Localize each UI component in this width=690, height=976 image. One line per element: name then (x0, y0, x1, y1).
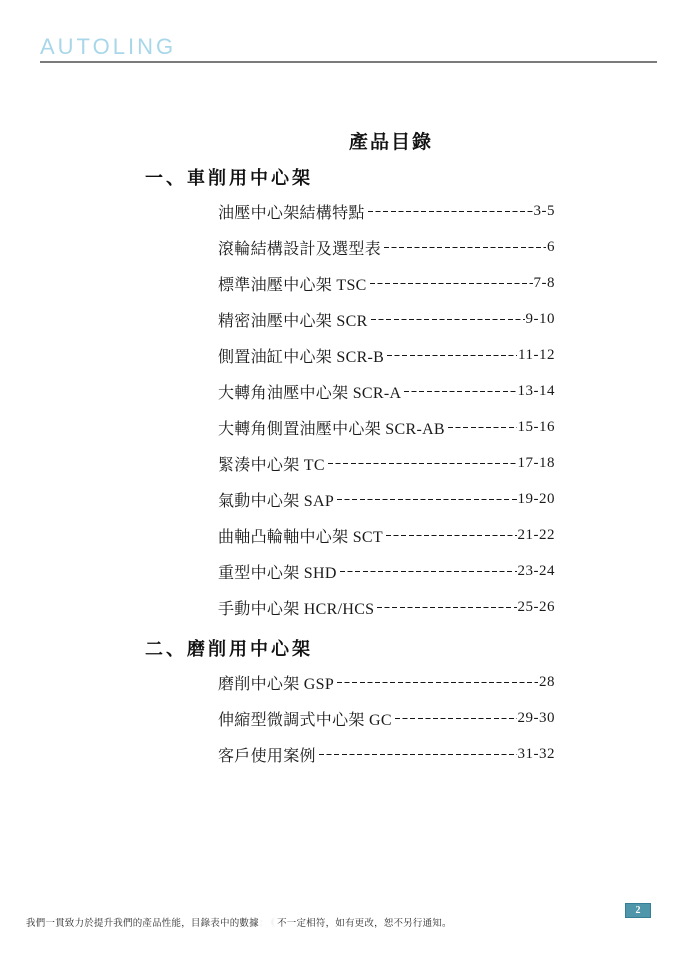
leader-dashes (337, 682, 538, 684)
toc-row (218, 265, 555, 301)
toc-item-pages: 6 (547, 238, 555, 255)
footer-disclaimer-start: 我們一貫致力於提升我們的產品性能，目錄表中的數據 (26, 919, 259, 929)
leader-dashes (328, 463, 517, 465)
page-number-badge: 2 (625, 903, 651, 918)
toc-row (218, 193, 555, 229)
toc-item-label: 氣動中心架 SAP (218, 492, 335, 510)
toc-item-label: 側置油缸中心架 SCR-B (218, 348, 385, 366)
toc-item-pages: 9-10 (525, 310, 555, 327)
toc-row (218, 481, 555, 517)
toc-item-label: 大轉角側置油壓中心架 SCR-AB (218, 420, 445, 438)
leader-dashes (319, 754, 517, 756)
toc-item-pages: 25-26 (517, 598, 555, 615)
company-logo: AUTOLING (40, 34, 177, 59)
toc-row (218, 409, 555, 445)
toc-row (218, 445, 555, 481)
footer-disclaimer (26, 915, 452, 929)
toc-row (218, 337, 555, 373)
toc-item-pages: 19-20 (517, 490, 555, 507)
toc-row (218, 700, 555, 736)
toc-items-grinding (218, 664, 555, 772)
toc-item-label: 曲軸凸輪軸中心架 SCT (218, 528, 383, 546)
leader-dashes (340, 571, 517, 573)
header-divider-line (40, 61, 657, 63)
leader-dashes (387, 355, 517, 357)
toc-item-label: 油壓中心架結構特點 (218, 204, 365, 222)
toc-item-label: 滾輪結構設計及選型表 (218, 240, 382, 258)
leader-dashes (386, 535, 517, 537)
leader-dashes (404, 391, 516, 393)
toc-item-pages: 7-8 (533, 274, 555, 291)
leader-dashes (370, 283, 533, 285)
leader-dashes (371, 319, 525, 321)
toc-item-pages: 11-12 (518, 346, 555, 363)
toc-row (218, 589, 555, 625)
section-heading-grinding: 二、磨削用中心架 (145, 639, 313, 659)
toc-item-pages: 29-30 (517, 709, 555, 726)
leader-dashes (377, 607, 516, 609)
leader-dashes (384, 247, 546, 249)
toc-item-pages: 13-14 (517, 382, 555, 399)
toc-row (218, 229, 555, 265)
toc-item-label: 伸縮型微調式中心架 GC (218, 711, 392, 729)
toc-item-pages: 28 (539, 673, 555, 690)
toc-row (218, 517, 555, 553)
toc-item-label: 緊湊中心架 TC (218, 456, 325, 474)
leader-dashes (448, 427, 517, 429)
toc-row (218, 373, 555, 409)
section-heading-turning: 一、車削用中心架 (145, 168, 313, 188)
toc-row (218, 553, 555, 589)
toc-row (218, 301, 555, 337)
toc-item-label: 重型中心架 SHD (218, 564, 337, 582)
footer-disclaimer-faded: ：（ (258, 919, 278, 929)
toc-item-label: 精密油壓中心架 SCR (218, 312, 368, 330)
toc-item-label: 大轉角油壓中心架 SCR-A (218, 384, 402, 402)
page-title: 產品目錄 (348, 132, 433, 153)
leader-dashes (337, 499, 516, 501)
toc-row (218, 664, 555, 700)
toc-item-pages: 17-18 (517, 454, 555, 471)
toc-item-label: 客戶使用案例 (218, 747, 316, 765)
toc-row (218, 736, 555, 772)
toc-item-pages: 23-24 (517, 562, 555, 579)
toc-item-pages: 15-16 (517, 418, 555, 435)
leader-dashes (395, 718, 517, 720)
table-of-contents (0, 167, 690, 772)
toc-item-pages: 31-32 (517, 745, 555, 762)
footer-disclaimer-end: 不一定相符，如有更改，恕不另行通知。 (277, 919, 452, 929)
toc-item-label: 磨削中心架 GSP (218, 675, 335, 693)
toc-item-pages: 3-5 (533, 202, 555, 219)
toc-item-pages: 21-22 (517, 526, 555, 543)
toc-item-label: 標準油壓中心架 TSC (218, 276, 367, 294)
toc-item-label: 手動中心架 HCR/HCS (218, 600, 375, 618)
leader-dashes (368, 211, 533, 213)
toc-items-turning (218, 193, 555, 625)
